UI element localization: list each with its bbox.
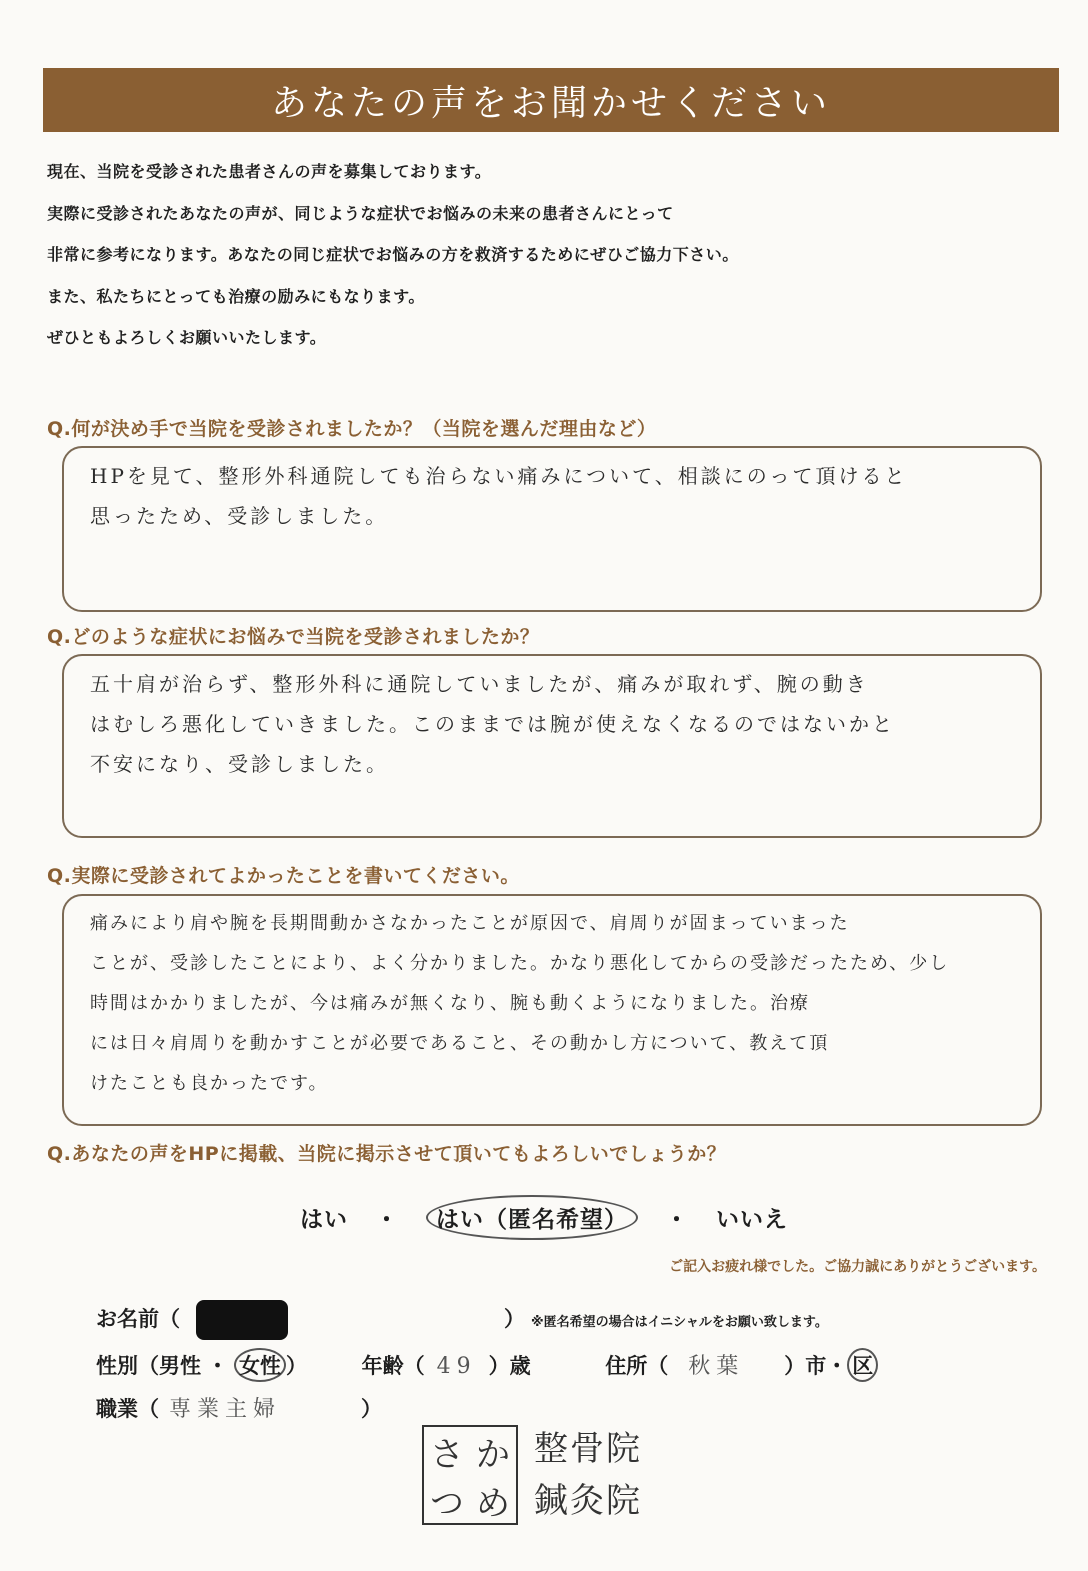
answer-line: 五十肩が治らず、整形外科に通院していましたが、痛みが取れず、腕の動き bbox=[90, 672, 869, 696]
option-yes-anonymous[interactable]: はい（匿名希望） bbox=[426, 1195, 638, 1240]
answer-line: 痛みにより肩や腕を長期間動かさなかったことが原因で、肩周りが固まっていまった bbox=[90, 913, 850, 934]
occupation-close: ） bbox=[361, 1397, 383, 1421]
option-yes[interactable]: はい bbox=[299, 1207, 348, 1233]
page-title: あなたの声をお聞かせください bbox=[270, 82, 831, 124]
name-row bbox=[96, 1300, 828, 1340]
clinic-names bbox=[534, 1423, 642, 1527]
occupation-row bbox=[96, 1392, 382, 1423]
thanks-message: ご記入お疲れ様でした。ご協力誠にありがとうございます。 bbox=[669, 1259, 1046, 1275]
intro-line: また、私たちにとっても治療の励みにもなります。 bbox=[47, 286, 425, 306]
address-value[interactable]: 秋葉 bbox=[688, 1354, 745, 1379]
gender-close: ） bbox=[286, 1354, 307, 1378]
option-separator: ・ bbox=[374, 1207, 399, 1233]
answer-2-box bbox=[62, 654, 1042, 838]
name-label: お名前（ bbox=[96, 1307, 180, 1331]
city-option[interactable]: 市 bbox=[805, 1354, 827, 1378]
logo-char: め bbox=[476, 1484, 510, 1524]
intro-line: 実際に受診されたあなたの声が、同じような症状でお悩みの未来の患者さんにとって bbox=[47, 203, 674, 223]
name-close: ） bbox=[504, 1307, 525, 1331]
intro-text bbox=[47, 158, 1027, 366]
intro-line: ぜひともよろしくお願いいたします。 bbox=[47, 328, 327, 347]
occupation-value[interactable]: 専業主婦 bbox=[169, 1397, 282, 1422]
question-2-label: Q.どのような症状にお悩みで当院を受診されましたか？ bbox=[47, 626, 540, 648]
address-close: ） bbox=[784, 1354, 806, 1378]
gender-female[interactable]: 女性 bbox=[234, 1348, 286, 1382]
logo-char: つ bbox=[430, 1484, 464, 1524]
answer-line: 思ったため、受診しました。 bbox=[90, 504, 389, 528]
option-separator: ・ bbox=[665, 1207, 690, 1233]
answer-line: 不安になり、受診しました。 bbox=[90, 752, 389, 776]
gender-separator: ・ bbox=[207, 1354, 228, 1378]
answer-line: はむしろ悪化していきました。このままでは腕が使えなくなるのではないかと bbox=[90, 712, 895, 736]
option-no[interactable]: いいえ bbox=[716, 1207, 789, 1233]
answer-1-box bbox=[62, 446, 1042, 612]
logo-char: さ bbox=[430, 1435, 464, 1475]
intro-line: 現在、当院を受診された患者さんの声を募集しております。 bbox=[47, 162, 492, 181]
question-1-label: Q.何が決め手で当院を受診されましたか？（当院を選んだ理由など） bbox=[47, 418, 657, 440]
clinic-name-2: 鍼灸院 bbox=[534, 1481, 642, 1521]
answer-3-box bbox=[62, 894, 1042, 1126]
answer-line: 時間はかかりましたが、今は痛みが無くなり、腕も動くようになりました。治療 bbox=[90, 993, 810, 1014]
logo-mark bbox=[422, 1425, 518, 1525]
page-title-banner bbox=[43, 68, 1059, 132]
answer-line: ことが、受診したことにより、よく分かりました。かなり悪化してからの受診だったため、少し bbox=[90, 953, 950, 974]
name-note: ※匿名希望の場合はイニシャルをお願い致します。 bbox=[531, 1315, 828, 1330]
question-3-label: Q.実際に受診されてよかったことを書いてください。 bbox=[47, 865, 520, 887]
age-label: 年齢（ bbox=[361, 1354, 425, 1378]
age-close: ）歳 bbox=[488, 1354, 531, 1378]
answer-line: HPを見て、整形外科通院しても治らない痛みについて、相談にのって頂けると bbox=[90, 464, 908, 488]
consent-options bbox=[0, 1195, 1088, 1240]
address-separator: ・ bbox=[826, 1354, 848, 1378]
gender-male[interactable]: 男性 bbox=[159, 1354, 201, 1378]
details-row bbox=[96, 1348, 878, 1382]
age-value[interactable]: 49 bbox=[436, 1354, 477, 1379]
clinic-logo bbox=[422, 1423, 642, 1527]
logo-char: か bbox=[476, 1435, 510, 1475]
ward-option[interactable]: 区 bbox=[847, 1348, 878, 1382]
gender-label: 性別（ bbox=[96, 1354, 159, 1378]
occupation-label: 職業（ bbox=[96, 1397, 159, 1421]
answer-line: には日々肩周りを動かすことが必要であること、その動かし方について、教えて頂 bbox=[90, 1033, 830, 1054]
clinic-name-1: 整骨院 bbox=[534, 1429, 642, 1469]
question-4-label: Q.あなたの声をHPに掲載、当院に掲示させて頂いてもよろしいでしょうか？ bbox=[47, 1143, 727, 1165]
address-label: 住所（ bbox=[605, 1354, 669, 1378]
intro-line: 非常に参考になります。あなたの同じ症状でお悩みの方を救済するためにぜひご協力下さい。 bbox=[47, 245, 739, 264]
name-redaction bbox=[196, 1300, 288, 1340]
answer-line: けたことも良かったです。 bbox=[90, 1073, 329, 1094]
